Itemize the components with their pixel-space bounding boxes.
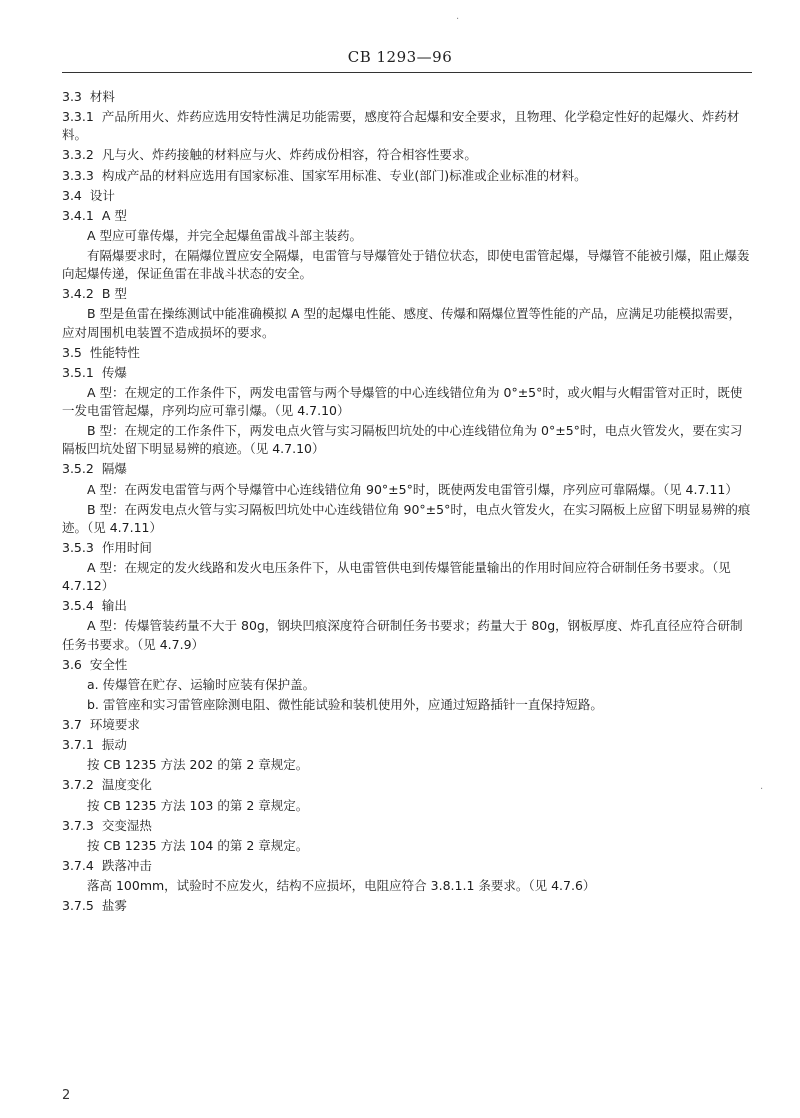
paragraph: A 型：在规定的工作条件下，两发电雷管与两个导爆管的中心连线错位角为 0°±5°时，或火帽与火帽雷管对正时，既使一发电雷管起爆，序列均应可靠引爆。（见 4.7.10） [62,384,743,418]
section-title: 交变湿热 [101,817,152,833]
section-title: 传爆 [101,364,127,380]
paragraph: A 型应可靠传爆，并完全起爆鱼雷战斗部主装药。 [87,227,363,243]
section-number: 3.4.2 [62,286,94,302]
clause [62,167,752,185]
section-heading [62,656,752,674]
section-number: 3.7.5 [62,898,94,914]
paragraph: B 型是鱼雷在操练测试中能准确模拟 A 型的起爆电性能、感度、传爆和隔爆位置等性能的产品，应满足功能模拟需要，应对周围机电装置不造成损坏的要求。 [62,306,742,340]
section-number: 3.3.1 [62,109,94,125]
section-title: 设计 [89,187,115,203]
section-title: 安全性 [89,656,128,672]
section-number: 3.5.3 [62,539,94,555]
paragraph: 有隔爆要求时，在隔爆位置应安全隔爆，电雷管与导爆管处于错位状态，即使电雷管起爆，导爆管不能被引爆，阻止爆轰向起爆传递，保证鱼雷在非战斗状态的安全。 [62,248,750,282]
paragraph: 按 CB 1235 方法 104 的第 2 章规定。 [87,837,309,853]
section-number: 3.7 [62,717,82,732]
section-number: 3.3 [62,89,82,104]
section-number: 3.3.2 [62,147,94,163]
clause-text: 构成产品的材料应选用有国家标准、国家军用标准、专业(部门)标准或企业标准的材料。 [101,167,587,183]
section-heading [62,776,752,794]
section-number: 3.7.2 [62,777,94,793]
section-number: 3.3.3 [62,167,94,183]
section-heading [62,460,752,478]
section-heading [62,187,752,205]
section-heading [62,817,752,835]
paragraph: B 型：在两发电点火管与实习隔板凹坑处中心连线错位角 90°±5°时，电点火管发火，在实习隔板上应留下明显易辨的痕迹。（见 4.7.11） [62,501,751,535]
section-title: 盐雾 [101,898,127,914]
paragraph: B 型：在规定的工作条件下，两发电点火管与实习隔板凹坑处的中心连线错位角为 0°±5°时，电点火管发火，要在实习隔板凹坑处留下明显易辨的痕迹。（见 4.7.10） [62,423,743,457]
paragraph: 按 CB 1235 方法 202 的第 2 章规定。 [87,757,309,773]
section-heading [62,364,752,382]
section-heading [62,539,752,557]
section-number: 3.7.3 [62,817,94,833]
section-number: 3.6 [62,656,82,672]
clause-text: 凡与火、炸药接触的材料应与火、炸药成份相容，符合相容性要求。 [101,147,477,163]
section-heading [62,344,752,362]
section-number: 3.5.1 [62,364,94,380]
section-heading [62,207,752,225]
page-number: 2 [62,1088,71,1103]
header-rule [62,72,752,73]
clause [62,108,752,144]
section-number: 3.5.2 [62,461,94,477]
section-title: A 型 [101,207,127,223]
section-heading [62,897,752,915]
section-number: 3.4.1 [62,207,94,223]
section-heading [62,716,752,734]
section-number: 3.5.4 [62,598,94,614]
section-title: 作用时间 [101,539,152,555]
section-number: 3.7.1 [62,737,94,753]
section-heading [62,285,752,303]
section-number: 3.5 [62,344,82,360]
paragraph: 按 CB 1235 方法 103 的第 2 章规定。 [87,797,309,813]
scan-speck: · [456,14,460,25]
section-title: 性能特性 [89,344,140,360]
clause-text: 产品所用火、炸药应选用安特性满足功能需要，感度符合起爆和安全要求，且物理、化学稳定性好的起爆火、炸药材料。 [62,109,740,143]
paragraph: A 型：在规定的发火线路和发火电压条件下，从电雷管供电到传爆管能量输出的作用时间应符合研制任务书要求。（见 4.7.12） [62,560,731,594]
section-title: 材料 [89,89,115,104]
section-title: 振动 [101,737,127,753]
paragraph: A 型：在两发电雷管与两个导爆管中心连线错位角 90°±5°时，既使两发电雷管引爆，序列应可靠隔爆。（见 4.7.11） [87,481,738,497]
clause [62,146,752,164]
section-title: B 型 [101,286,127,302]
scan-speck: · [760,784,764,795]
section-title: 跌落冲击 [101,857,152,873]
section-title: 温度变化 [101,777,152,793]
section-heading [62,857,752,875]
paragraph: a. 传爆管在贮存、运输时应装有保护盖。 [87,676,316,692]
section-title: 环境要求 [89,717,140,732]
section-title: 隔爆 [101,461,127,477]
paragraph: 落高 100mm，试验时不应发火，结构不应损坏，电阻应符合 3.8.1.1 条要求。（见 4.7.6） [87,878,596,893]
section-number: 3.4 [62,187,82,203]
paragraph: b. 雷管座和实习雷管座除测电阻、微性能试验和装机使用外，应通过短路插针一直保持短路。 [87,696,603,712]
paragraph: A 型：传爆管装药量不大于 80g，钢块凹痕深度符合研制任务书要求；药量大于 80g，钢板厚度、炸孔直径应符合研制任务书要求。（见 4.7.9） [62,618,743,652]
section-heading [62,88,752,106]
section-title: 输出 [101,598,127,614]
page-header: CB 1293—96 [347,48,453,66]
document-body [62,86,752,917]
section-heading [62,736,752,754]
section-heading [62,597,752,615]
section-number: 3.7.4 [62,857,94,873]
